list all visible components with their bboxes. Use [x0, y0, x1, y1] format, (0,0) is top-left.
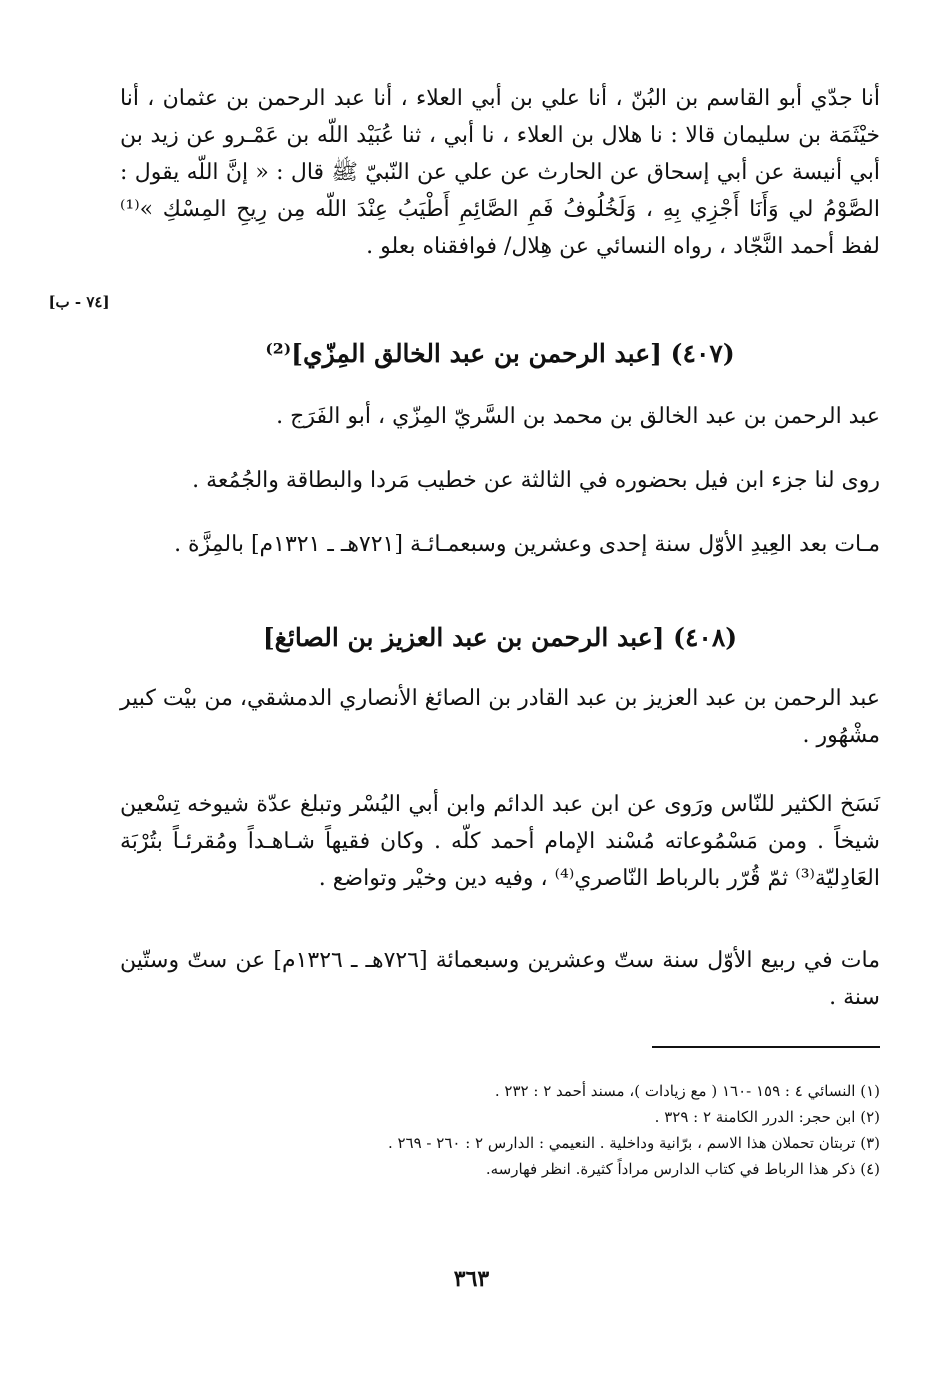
entry-407-death: مـات بعد العِيدِ الأوّل سنة إحدى وعشرين وسبعمـائـة [٧٢١هـ ـ ١٣٢١م] بالمِزَّة . — [174, 532, 880, 557]
entry-407-name: عبد الرحمن بن عبد الخالق بن محمد بن السَّريّ المِزّي ، أبو الفَرَج . — [276, 404, 880, 429]
entry-407-death-block — [120, 526, 880, 563]
entry-408-death: مات في ربيع الأوّل سنة ستّ وعشرين وسبعمائة [٧٢٦هـ ـ ١٣٢٦م] عن ستّ وستّين سنة . — [120, 948, 880, 1010]
footnote-3: (٣) تربتان تحملان هذا الاسم ، برّانية وداخلية . النعيمي : الدارس ٢ : ٢٦٠ - ٢٦٩ . — [387, 1134, 880, 1152]
entry-408-copying: نَسَخ الكثير للنّاس ورَوى عن ابن عبد الدائم وابن أبي اليُسْر وتبلغ عدّة شيوخه تِسْعين شيخاً . ومن مَسْمُوعاته مُسْند الإمام أحمد كلّه . وكان فقيهاً شـاهـداً ومُقرئـاً بتُرْبَة العَادِليّة⁽³⁾ ثمّ قُرّر بالرباط النّاصري⁽⁴⁾ ، وفيه دين وخيْر وتواضع . — [120, 792, 880, 891]
intro-paragraph-block — [120, 80, 880, 265]
entry-408-name-block — [120, 680, 880, 754]
entry-407-name-block — [120, 398, 880, 435]
entry-408-death-block — [120, 942, 880, 1016]
footnotes — [200, 1078, 880, 1182]
intro-paragraph: أنا جدّي أبو القاسم بن البُنّ ، أنا علي بن أبي العلاء ، أنا عبد الرحمن بن عثمان ، أنا خيْثَمَة بن سليمان قالا : نا هلال بن العلاء ، نا أبي ، ثنا عُبَيْد اللّه بن عَمْـرو عن زيد بن أبي أنيسة عن أبي إسحاق عن الحارث عن علي عن النّبيّ ﷺ قال : « إنَّ اللّه يقول : الصَّوْمُ لي وَأَنَا أَجْزِي بِهِ ، وَلَخُلُوفُ فَمِ الصَّائِمِ أَطْيَبُ عِنْدَ اللّه مِن رِيحِ المِسْكِ »⁽¹⁾ لفظ أحمد النَّجّاد ، رواه النسائي عن هِلال/ فوافقناه بعلو . — [120, 86, 880, 259]
entry-408-name: عبد الرحمن بن عبد العزيز بن عبد القادر بن الصائغ الأنصاري الدمشقي، من بيْت كبير مشْهُور . — [120, 686, 880, 748]
footnote-separator — [652, 1046, 880, 1048]
footnote-1: (١) النسائي ٤ : ١٥٩ -١٦٠ ( مع زيادات )، مسند أحمد ٢ : ٢٣٢ . — [494, 1082, 880, 1100]
entry-407-narration: روى لنا جزء ابن فيل بحضوره في الثالثة عن خطيب مَردا والبطاقة والجُمُعة . — [192, 468, 880, 493]
entry-407-heading: (٤٠٧) [عبد الرحمن بن عبد الخالق المِزّي]⁽²⁾ — [265, 339, 735, 368]
footnote-2: (٢) ابن حجر: الدرر الكامنة ٢ : ٣٢٩ . — [654, 1108, 880, 1126]
footnote-4: (٤) ذكر هذا الرباط في كتاب الدارس مراداً كثيرة. انظر فهارسه. — [485, 1160, 880, 1178]
page-number: ٣٦٣ — [453, 1266, 490, 1292]
manuscript-folio-marker: [٧٤ - ب] — [48, 293, 110, 311]
entry-407-narration-block — [120, 462, 880, 499]
entry-408-heading: (٤٠٨) [عبد الرحمن بن عبد العزيز بن الصائغ] — [262, 623, 738, 652]
entry-408-copying-block — [120, 786, 880, 897]
